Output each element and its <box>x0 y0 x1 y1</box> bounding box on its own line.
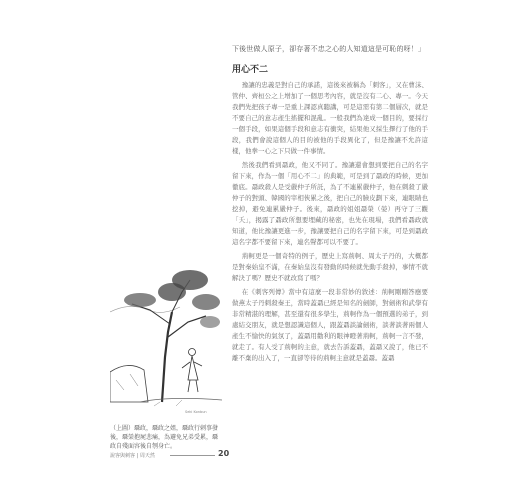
intro-line: 下後世做人原子，卻存著不忠之心的人知道這是可恥的呀！」 <box>232 45 426 53</box>
paragraph: 在《刺客列傳》當中有這麼一段非常妙的敘述：荊軻剛剛答應要做燕太子丹刺殺秦王，當時蓋聶已經是知名的劍師，對劍術和武學有非常精湛的理解，甚至還有很多學生，荊軻作為一個預選的弟子，到處結交朋友，就是想認識這個人，跟蓋聶談論劍術，談著談著兩個人產生不愉快的氣氛了，蓋聶用勸利的眼神瞪著荊軻，荊軻一言不發，就走了。有人受了荊軻的主意，就去告訴蓋聶，蓋聶又說了，他已不離不棄的出入了，一直卻等待的荊軻主意就是蓋聶。蓋聶 <box>232 288 428 362</box>
page-number: 20 <box>218 449 230 458</box>
footer-rule <box>170 455 215 456</box>
ink-illustration <box>110 252 222 422</box>
paragraph: 然後我們看到聶政，他又不同了。豫讓還會想到要把自己的名字留下來，作為一個「用心不二」的典範，可是到了聶政的時候，更加徹底。聶政殺人是受嚴仲子所託，為了不連累嚴仲子，他在刺殺了嚴仲子的對頭、韓國的宰相俠累之後，把自己的臉皮劃下來，連眼睛也挖掉，避免連累嚴仲子。後來，聶政的姐姐聶榮（嫈）再守了三觀「夭」，揭露了聶政所想要埋藏的秘密，也先在現場，我們看聶政就知道，他比豫讓更進一步，豫讓要把自己的名字留下來，可是到聶政這名字都不要留下來，連名聲都可以不要了。 <box>232 161 428 246</box>
paragraph: 荊軻更是一個奇特的例子，歷史上寫荊軻、周太子丹的，大概都是對秦始皇不滿，在秦始皇沒有發動的時候就先動手殺掉，事情不就解決了嗎？歷史不就改寫了嗎？ <box>232 252 428 282</box>
illustration-credit: Seki Konbun <box>185 410 207 414</box>
figure-caption: （上圖）聶政，聶政之姐，聶政行刺事發後，聶榮抱屍悲痛，為避免兄弟受累，聶政自殘面容後自刎身亡。 <box>110 425 219 450</box>
section-heading: 用心不二 <box>232 65 269 75</box>
paragraph: 豫讓的忠義是對自己的承諾，這後來被稱為「刺客」，又在曹沫、管仲、齊桓公之上增加了一個思考內容，就是沒有二心、專一。今天我們先把孩子專一是重上課認真聽講，可是這需有第二個層次，就是不要自己的意志產生搖擺和混亂。一般我們為達成一個目的，要採行一個手段，如果這個手段和意志有衝突，結果他又採生擇行了他的手段，我們會說這個人的目的被他的手段異化了，但是豫讓不允許這樣，他拳一心之下只做一件事情。 <box>232 81 428 155</box>
body-text <box>232 80 428 367</box>
footer-book-title: 說客與刺客 | 周天然 <box>110 453 155 459</box>
